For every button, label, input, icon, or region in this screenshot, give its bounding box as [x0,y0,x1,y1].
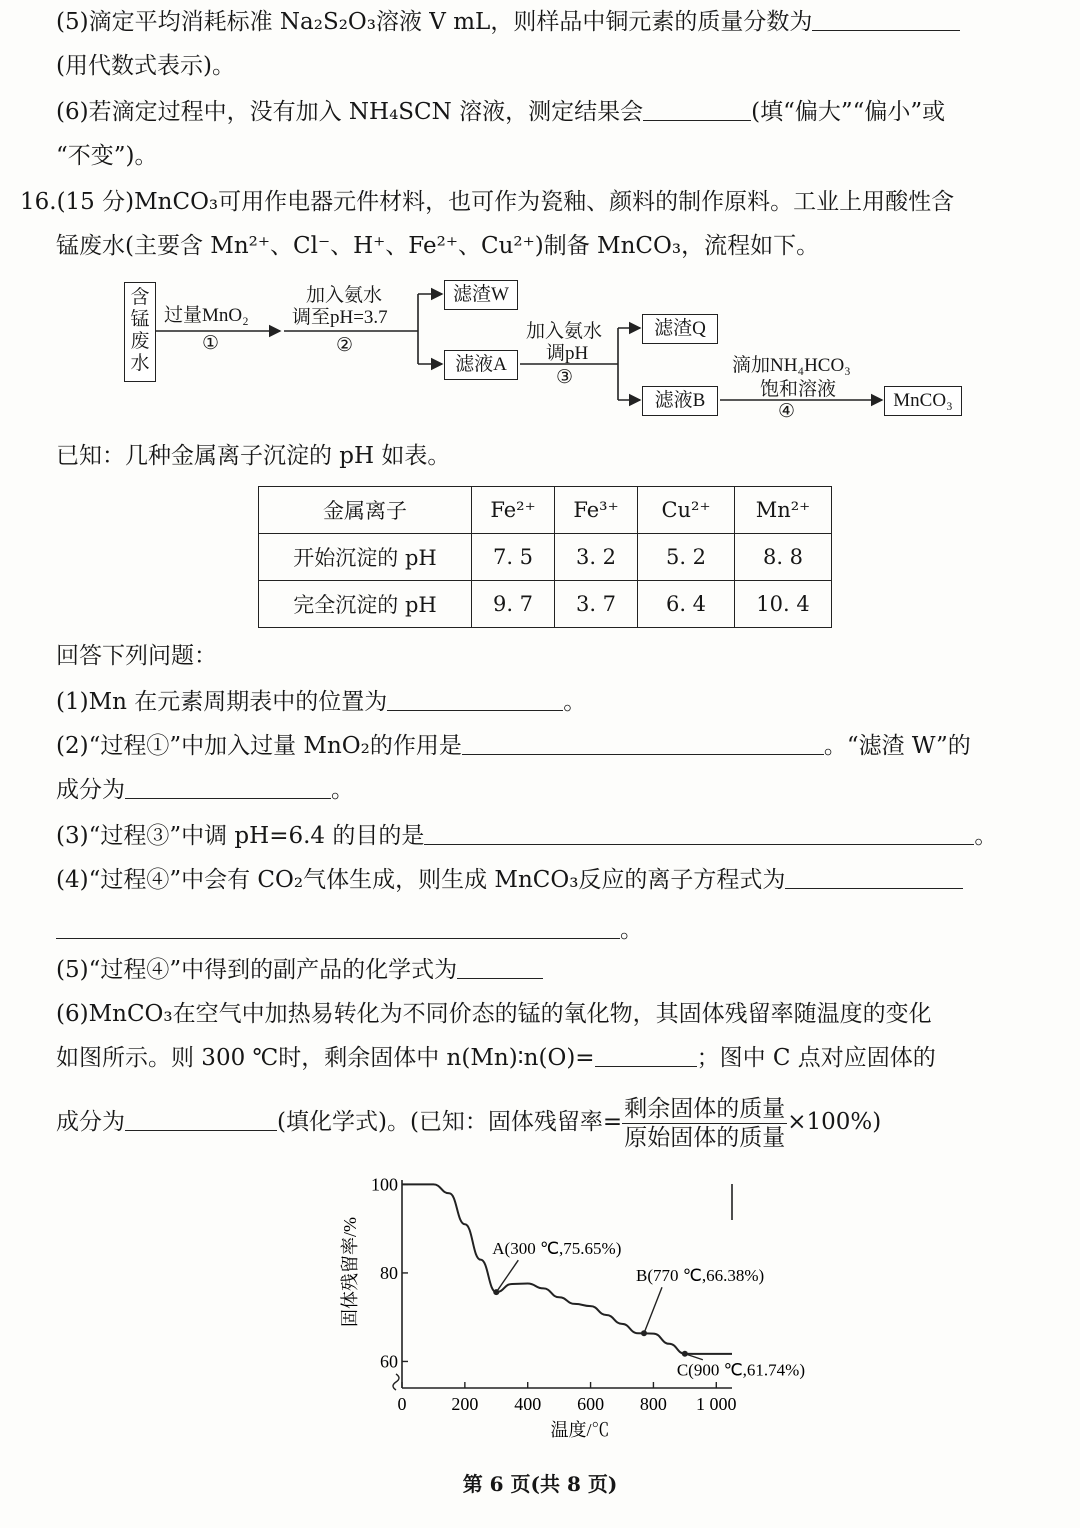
x-tick-label: 600 [577,1394,605,1414]
q15-5-line [56,6,960,38]
residue-rate-chart [330,1160,806,1454]
q16-part-4 [56,864,963,896]
x-tick-label: 400 [514,1394,542,1414]
axis-break-mark [393,1374,399,1390]
table-header-cell: Fe³⁺ [555,487,638,534]
x-tick-label: 1 000 [696,1394,737,1414]
answer-blank[interactable] [125,776,331,799]
answer-blank[interactable] [457,956,543,979]
q16-part-6-line-1: (6)MnCO₃在空气中加热易转化为不同价态的锰的氧化物，其固体残留率随温度的变化 [56,1001,932,1027]
step3-label-2: 调pH [546,343,589,364]
step3-label-1: 加入氨水 [526,321,603,342]
q16-part-2-cont [56,774,354,806]
x-axis-label: 温度/℃ [550,1420,610,1440]
question-number: 16. [20,189,57,215]
data-point [682,1351,688,1357]
table-header-row [259,487,832,534]
q16-intro-2: 锰废水(主要含 Mn²⁺、Cl⁻、H⁺、Fe²⁺、Cu²⁺)制备 MnCO₃，流程如下。 [56,233,820,259]
residue-w-box: 滤渣W [444,280,518,310]
q15-6-cont: “不变”)。 [56,143,158,169]
answer-blank[interactable] [424,822,974,845]
q15-6-tail: (填“偏大”“偏小”或 [751,99,946,125]
q16-part-2 [56,730,971,762]
period: 。 [563,689,587,715]
point-annotation: C(900 ℃,61.74%) [676,1360,806,1380]
step2-label-1: 加入氨水 [306,285,383,306]
q16-part-6-text-c: 成分为 [56,1109,125,1135]
step2-number: ② [336,335,354,356]
table-cell: 7. 5 [472,534,555,581]
process-flowchart [120,276,970,426]
fraction-numerator: 剩余固体的质量 [624,1095,786,1122]
x-tick-label: 200 [451,1394,479,1414]
answer-blank[interactable] [387,688,563,711]
page-footer: 第 6 页(共 8 页) [462,1472,618,1496]
point-annotation: A(300 ℃,75.65%) [492,1239,622,1259]
q16-part-1 [56,686,586,718]
chart-svg [330,1160,806,1450]
y-tick-label: 80 [380,1262,398,1283]
answer-blank[interactable] [125,1108,277,1131]
q16-part-6-line-2 [56,1042,936,1074]
residue-q-box: 滤渣Q [642,314,718,344]
table-cell: 9. 7 [472,581,555,628]
annotation-pointer [644,1287,662,1333]
table-cell: 3. 2 [555,534,638,581]
table-cell: 10. 4 [735,581,832,628]
table-cell: 8. 8 [735,534,832,581]
filtrate-b-box: 滤液B [642,386,718,416]
answer-prompt: 回答下列问题： [56,643,217,669]
answer-blank[interactable] [56,916,620,939]
answer-blank[interactable] [643,98,751,121]
table-header-cell: 金属离子 [259,487,472,534]
period: 。 [974,823,998,849]
q16-part-4-cont [56,914,643,946]
table-row [259,581,832,628]
answer-blank[interactable] [595,1044,697,1067]
period: 。 [331,777,354,803]
table-cell: 5. 2 [638,534,735,581]
x-tick-label: 0 [397,1394,407,1414]
q16-part-1-text: (1)Mn 在元素周期表中的位置为 [56,689,388,715]
q16-part-2-cont-text: 成分为 [56,777,125,803]
q16-part-6-line-3 [56,1090,881,1154]
product-box: MnCO₃ [884,386,962,416]
q15-6-line [56,96,945,128]
x-tick-label: 800 [639,1394,667,1414]
q15-5-cont: (用代数式表示)。 [56,53,235,79]
y-tick-label: 60 [380,1351,398,1372]
step2-label-2: 调至pH=3.7 [292,307,388,328]
q16-part-4-text: (4)“过程④”中会有 CO₂气体生成，则生成 MnCO₃反应的离子方程式为 [56,867,786,893]
q15-5-text: (5)滴定平均消耗标准 Na₂S₂O₃溶液 V mL，则样品中铜元素的质量分数为 [56,9,813,35]
data-point [641,1330,647,1336]
step3-number: ③ [556,367,574,388]
point-annotation: B(770 ℃,66.38%) [636,1266,765,1286]
table-row [259,534,832,581]
table-cell: 3. 7 [555,581,638,628]
table-header-cell: Mn²⁺ [735,487,832,534]
precipitation-ph-table [258,486,832,628]
q15-6-text: (6)若滴定过程中，没有加入 NH₄SCN 溶液，测定结果会 [56,99,644,125]
filtrate-a-box: 滤液A [444,350,518,380]
known-line: 已知：几种金属离子沉淀的 pH 如表。 [56,443,451,469]
source-box: 含锰废水 [124,282,156,382]
table-header-cell: Cu²⁺ [638,487,735,534]
q16-part-2-tail: 。“滤渣 W”的 [823,733,971,759]
table-header-cell: Fe²⁺ [472,487,555,534]
q16-intro-1-text: (15 分)MnCO₃可用作电器元件材料，也可作为瓷釉、颜料的制作原料。工业上用酸性含 [56,189,955,215]
q16-part-5-text: (5)“过程④”中得到的副产品的化学式为 [56,957,458,983]
y-tick-label: 100 [371,1174,398,1195]
step1-label: 过量MnO₂ [164,305,249,326]
answer-blank[interactable] [812,8,960,31]
residue-rate-fraction [622,1095,787,1152]
table-cell: 开始沉淀的 pH [259,534,472,581]
q16-part-6-text-a: 如图所示。则 300 ℃时，剩余固体中 n(Mn)∶n(O)= [56,1045,595,1071]
q16-part-2-text: (2)“过程①”中加入过量 MnO₂的作用是 [56,733,462,759]
q16-part-3 [56,820,997,852]
data-point [493,1289,499,1295]
step1-number: ① [202,333,220,354]
fraction-denominator: 原始固体的质量 [624,1124,786,1151]
q16-intro-1 [20,186,954,218]
q16-part-6-text-d: (填化学式)。(已知：固体残留率= [277,1109,623,1135]
step4-label-2: 饱和溶液 [760,379,837,400]
answer-blank[interactable] [462,732,824,755]
step4-label-1: 滴加NH₄HCO₃ [732,355,851,376]
annotation-pointer [496,1260,518,1292]
table-cell: 6. 4 [638,581,735,628]
q16-part-6-text-e: ×100%) [787,1109,882,1135]
period: 。 [620,917,643,943]
step4-number: ④ [778,401,796,422]
q16-part-6-text-b: ；图中 C 点对应固体的 [696,1045,936,1071]
y-axis-label: 固体残留率/% [340,1217,360,1327]
table-cell: 完全沉淀的 pH [259,581,472,628]
answer-blank[interactable] [785,866,963,889]
q16-part-5 [56,954,543,986]
q16-part-3-text: (3)“过程③”中调 pH=6.4 的目的是 [56,823,425,849]
